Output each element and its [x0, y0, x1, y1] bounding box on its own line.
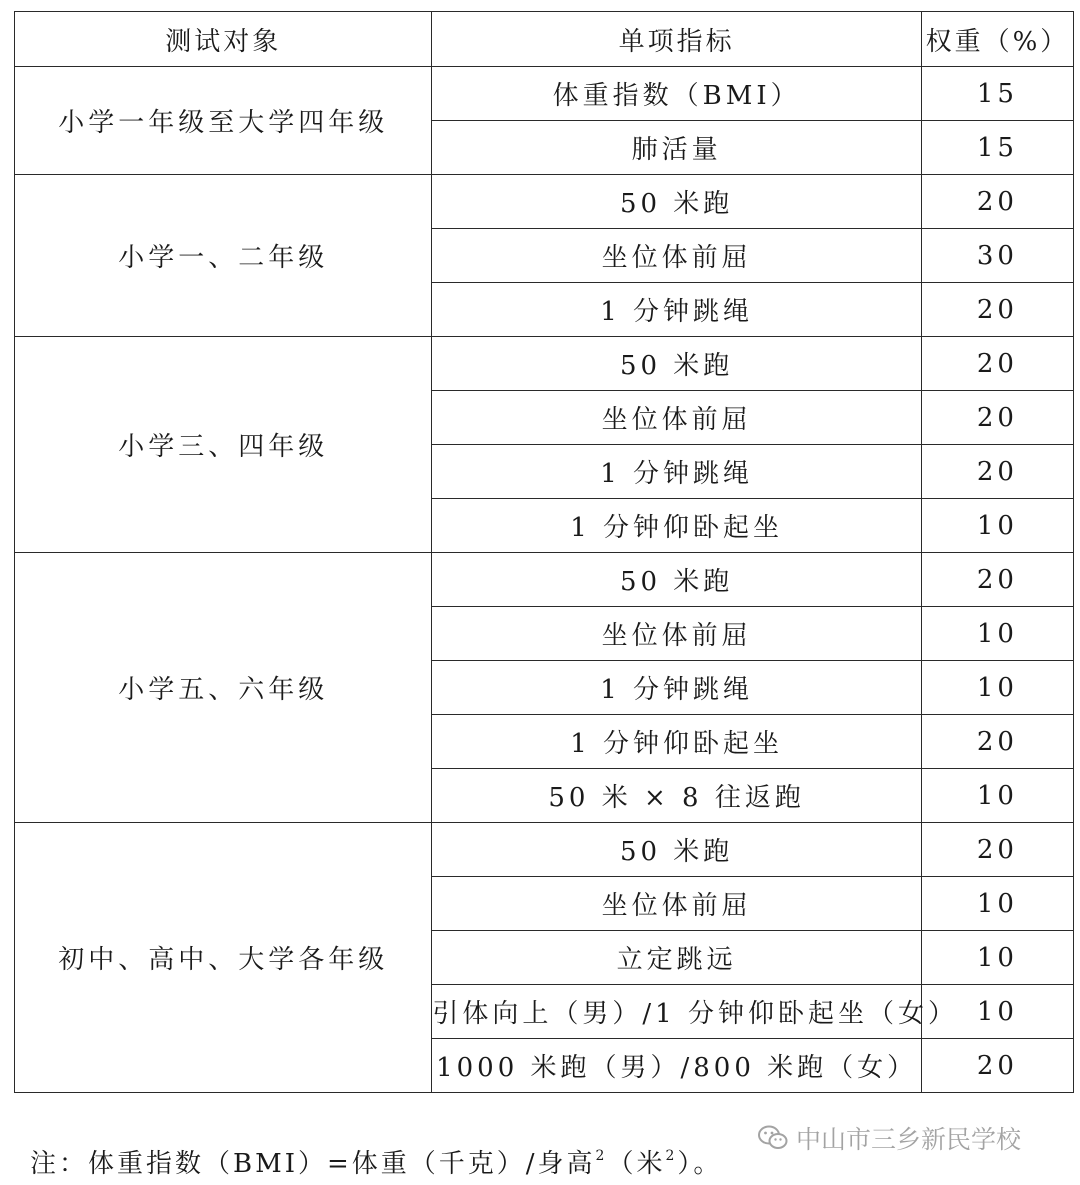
cell-item: 50 米跑: [432, 337, 921, 391]
cell-weight: 20: [921, 175, 1073, 229]
cell-subject: 初中、高中、大学各年级: [15, 823, 432, 1093]
cell-item: 1 分钟跳绳: [432, 283, 921, 337]
watermark-text: 中山市三乡新民学校: [796, 1125, 1022, 1154]
cell-weight: 20: [921, 715, 1073, 769]
cell-weight: 20: [921, 445, 1073, 499]
cell-item: 坐位体前屈: [432, 391, 921, 445]
cell-weight: 20: [921, 823, 1073, 877]
cell-weight: 10: [921, 877, 1073, 931]
cell-item: 引体向上（男）/1 分钟仰卧起坐（女）: [432, 985, 921, 1039]
table-header-row: [15, 12, 1074, 67]
cell-weight: 10: [921, 931, 1073, 985]
table-body: [15, 67, 1074, 1093]
cell-item: 1000 米跑（男）/800 米跑（女）: [432, 1039, 921, 1093]
cell-weight: 10: [921, 607, 1073, 661]
cell-item: 1 分钟跳绳: [432, 445, 921, 499]
footnote-sup1: 2: [595, 1148, 608, 1164]
cell-weight: 10: [921, 499, 1073, 553]
cell-subject: 小学五、六年级: [15, 553, 432, 823]
footnote: [30, 1143, 722, 1180]
table-row: [15, 175, 1074, 229]
cell-item: 肺活量: [432, 121, 921, 175]
cell-weight: 20: [921, 283, 1073, 337]
cell-item: 1 分钟跳绳: [432, 661, 921, 715]
cell-item: 50 米跑: [432, 175, 921, 229]
cell-weight: 10: [921, 661, 1073, 715]
cell-weight: 20: [921, 1039, 1073, 1093]
footnote-middle: （米: [607, 1149, 666, 1179]
table-row: [15, 67, 1074, 121]
weight-table: [14, 11, 1074, 1093]
header-weight: 权重（%）: [921, 12, 1073, 67]
cell-item: 立定跳远: [432, 931, 921, 985]
cell-weight: 15: [921, 67, 1073, 121]
header-subject: 测试对象: [15, 12, 432, 67]
cell-item: 1 分钟仰卧起坐: [432, 499, 921, 553]
cell-weight: 30: [921, 229, 1073, 283]
table-row: [15, 823, 1074, 877]
cell-subject: 小学三、四年级: [15, 337, 432, 553]
table-row: [15, 337, 1074, 391]
footnote-suffix: ）。: [677, 1149, 723, 1179]
footnote-prefix: 注：体重指数（BMI）=体重（千克）/身高: [30, 1149, 596, 1179]
cell-subject: 小学一年级至大学四年级: [15, 67, 432, 175]
footnote-sup2: 2: [665, 1148, 678, 1164]
cell-item: 坐位体前屈: [432, 877, 921, 931]
cell-item: 坐位体前屈: [432, 229, 921, 283]
cell-weight: 20: [921, 391, 1073, 445]
cell-weight: 10: [921, 985, 1073, 1039]
cell-item: 坐位体前屈: [432, 607, 921, 661]
table-row: [15, 553, 1074, 607]
cell-item: 50 米 × 8 往返跑: [432, 769, 921, 823]
cell-weight: 10: [921, 769, 1073, 823]
cell-weight: 20: [921, 337, 1073, 391]
cell-weight: 20: [921, 553, 1073, 607]
cell-subject: 小学一、二年级: [15, 175, 432, 337]
cell-item: 1 分钟仰卧起坐: [432, 715, 921, 769]
cell-item: 体重指数（BMI）: [432, 67, 921, 121]
cell-weight: 15: [921, 121, 1073, 175]
wechat-icon: [758, 1125, 788, 1151]
cell-item: 50 米跑: [432, 823, 921, 877]
header-item: 单项指标: [432, 12, 921, 67]
cell-item: 50 米跑: [432, 553, 921, 607]
watermark: [758, 1120, 1021, 1156]
